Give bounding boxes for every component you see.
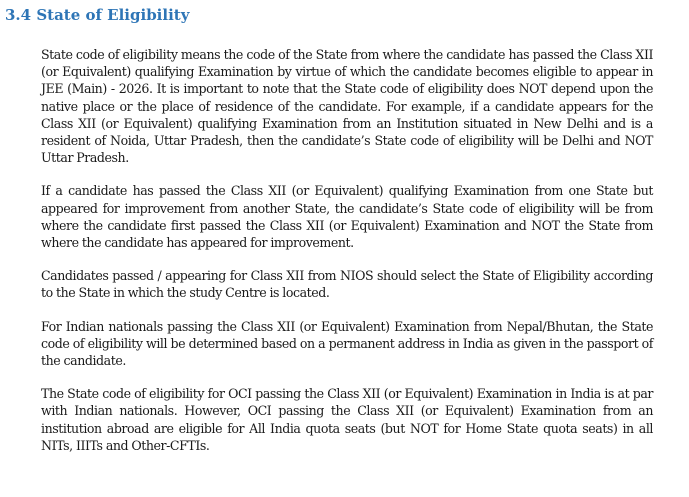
paragraph-nepal-bhutan: For Indian nationals passing the Class XII (or Equivalent) Examination from Nepal/Bhutan, the State code of eligibility will be determined based on a permanent address in India as given in the passport of the candidate. <box>41 318 653 369</box>
paragraph-oci: The State code of eligibility for OCI passing the Class XII (or Equivalent) Examination in India is at par with Indian nationals. However, OCI passing the Class XII (or Equivalent) Examination from an institution abroad are eligible for All India quota seats (but NOT for Home State quota seats) in all NITs, IIITs and Other-CFTIs. <box>41 386 653 453</box>
paragraph-nios: Candidates passed / appearing for Class XII from NIOS should select the State of Eligibility according to the State in which the study Centre is located. <box>41 268 653 301</box>
section-body <box>41 46 653 454</box>
paragraph-improvement-exam: If a candidate has passed the Class XII (or Equivalent) qualifying Examination from one State but appeared for improvement from another State, the candidate’s State code of eligibility will be from where the candidate first passed the Class XII (or Equivalent) Examination and NOT the State from where the candidate has appeared for improvement. <box>41 183 653 251</box>
section-heading: 3.4 State of Eligibility <box>5 6 190 24</box>
paragraph-state-code-definition: State code of eligibility means the code of the State from where the candidate has passed the Class XII (or Equivalent) qualifying Examination by virtue of which the candidate becomes eligible to appear in JEE (Main) - 2026. It is important to note that the State code of eligibility does NOT depend upon the native place or the place of residence of the candidate. For example, if a candidate appears for the Class XII (or Equivalent) qualifying Examination from an Institution situated in New Delhi and is a resident of Noida, Uttar Pradesh, then the candidate’s State code of eligibility will be Delhi and NOT Uttar Pradesh. <box>41 47 653 166</box>
